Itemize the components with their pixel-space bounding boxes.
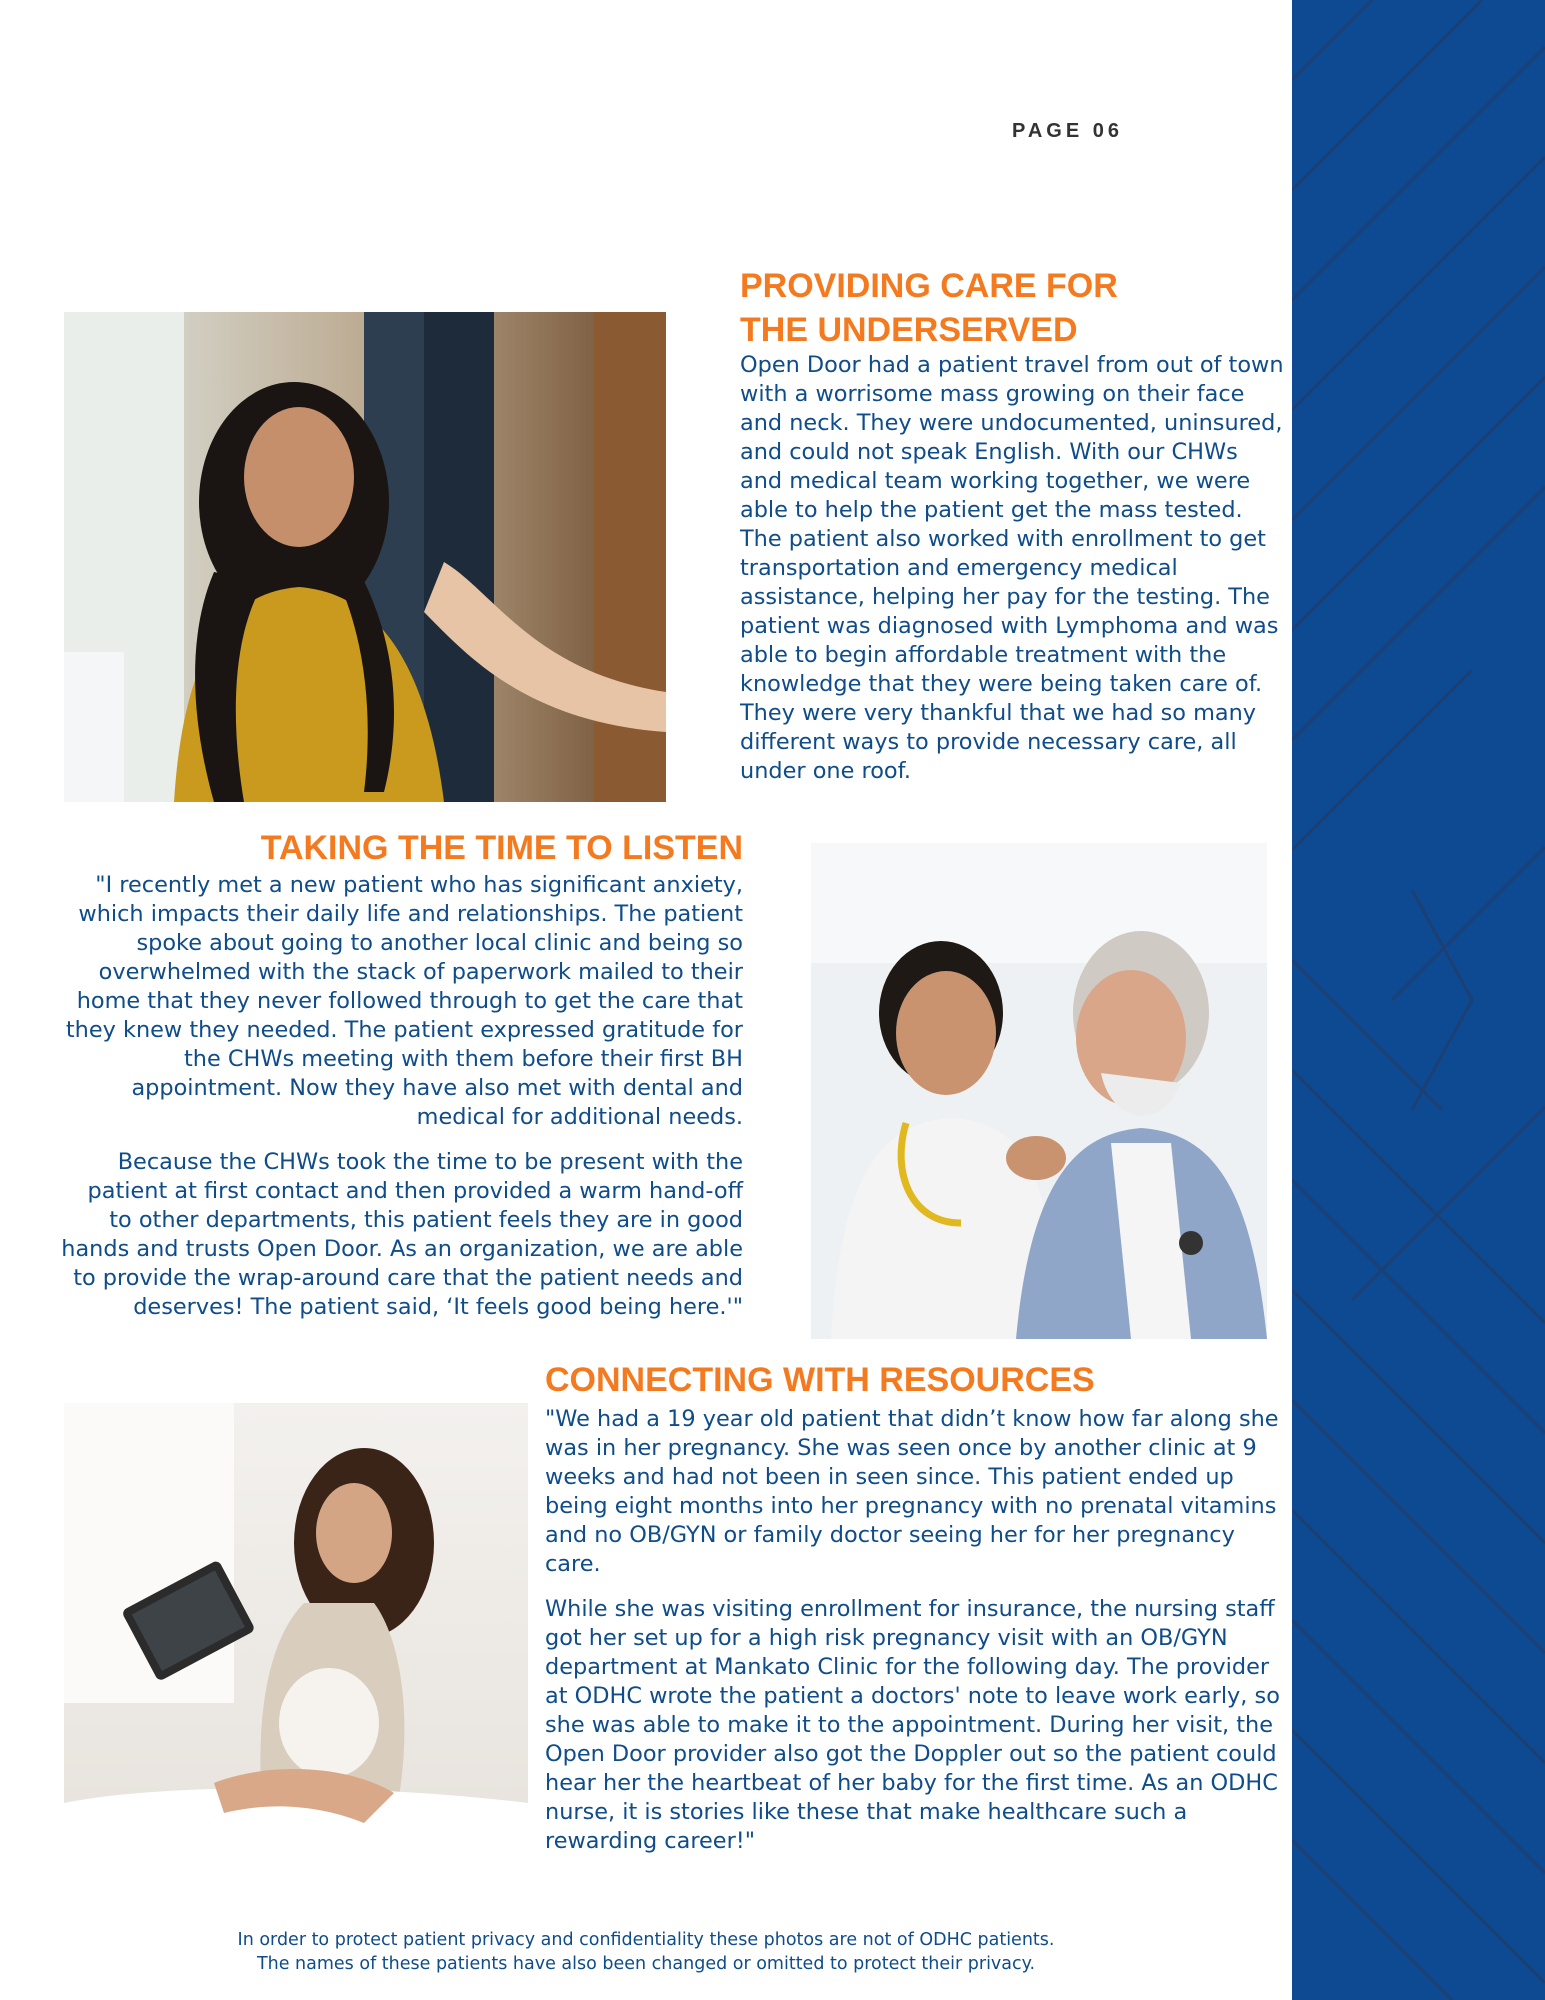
- connecting-paragraph-2: While she was visiting enrollment for insurance, the nursing staff got her set up for a high risk pregnancy visit with an OB/GYN department at Mankato Clinic for the following day. The provider at ODHC wrote the patient a doctors' note to leave work early, so she was able to make it to the appointment. During her visit, the Open Door provider also got the Doppler out so the patient could hear her the heartbeat of her baby for the first time. As an ODHC nurse, it is stories like these that make healthcare such a rewarding career!": [545, 1596, 1280, 1854]
- heading-connecting: CONNECTING WITH RESOURCES: [545, 1361, 1095, 1399]
- connecting-paragraph-1: "We had a 19 year old patient that didn’t know how far along she was in her pregnancy. She was seen once by another clinic at 9 weeks and had not been in seen since. This patient ended up being eight months into her pregnancy with no prenatal vitamins and no OB/GYN or family doctor seeing her for her pregnancy care.: [545, 1406, 1279, 1577]
- connecting-body: [545, 1405, 1285, 1856]
- providing-care-body: [740, 351, 1285, 786]
- taking-time-paragraph-1: "I recently met a new patient who has significant anxiety, which impacts their daily life and relationships. The patient spoke about going to another local clinic and being so overwhelmed with the stack of paperwork mailed to their home that they never followed through to get the care that they knew they needed. The patient expressed gratitude for the CHWs meeting with them before their first BH appointment. Now they have also met with dental and medical for additional needs.: [65, 872, 743, 1130]
- providing-care-paragraph: Open Door had a patient travel from out of town with a worrisome mass growing on their face and neck. They were undocumented, uninsured, and could not speak English. With our CHWs and medical team working together, we were able to help the patient get the mass tested. The patient also worked with enrollment to get transportation and emergency medical assistance, helping her pay for the testing. The patient was diagnosed with Lymphoma and was able to begin affordable treatment with the knowledge that they were being taken care of. They were very thankful that we had so many different ways to provide necessary care, all under one roof.: [740, 352, 1284, 784]
- footnote-line-1: In order to protect patient privacy and confidentiality these photos are not of ODHC patients.: [237, 1930, 1055, 1950]
- privacy-footnote: [0, 1928, 1292, 1976]
- taking-time-paragraph-2: Because the CHWs took the time to be present with the patient at first contact and then provided a warm hand-off to other departments, this patient feels they are in good hands and trusts Open Door. As an organization, we are able to provide the wrap-around care that the patient needs and deserves! The patient said, ‘It feels good being here.'": [61, 1149, 743, 1320]
- heading-taking-time: TAKING THE TIME TO LISTEN: [260, 829, 743, 867]
- decorative-sidebar: [1292, 0, 1545, 2000]
- photo-doctor-and-patient: [811, 843, 1267, 1339]
- taking-time-body: [60, 871, 743, 1322]
- photo-smiling-woman: [64, 312, 666, 802]
- photo-pregnant-woman-tablet: [64, 1403, 528, 1870]
- heading-line-1: PROVIDING CARE FOR: [740, 267, 1118, 305]
- chevron-pattern: [1292, 0, 1545, 2000]
- heading-line-2: THE UNDERSERVED: [740, 311, 1078, 349]
- footnote-line-2: The names of these patients have also been changed or omitted to protect their privacy.: [256, 1954, 1036, 1974]
- page-number: PAGE 06: [1012, 120, 1123, 142]
- heading-providing-care: [740, 264, 1118, 352]
